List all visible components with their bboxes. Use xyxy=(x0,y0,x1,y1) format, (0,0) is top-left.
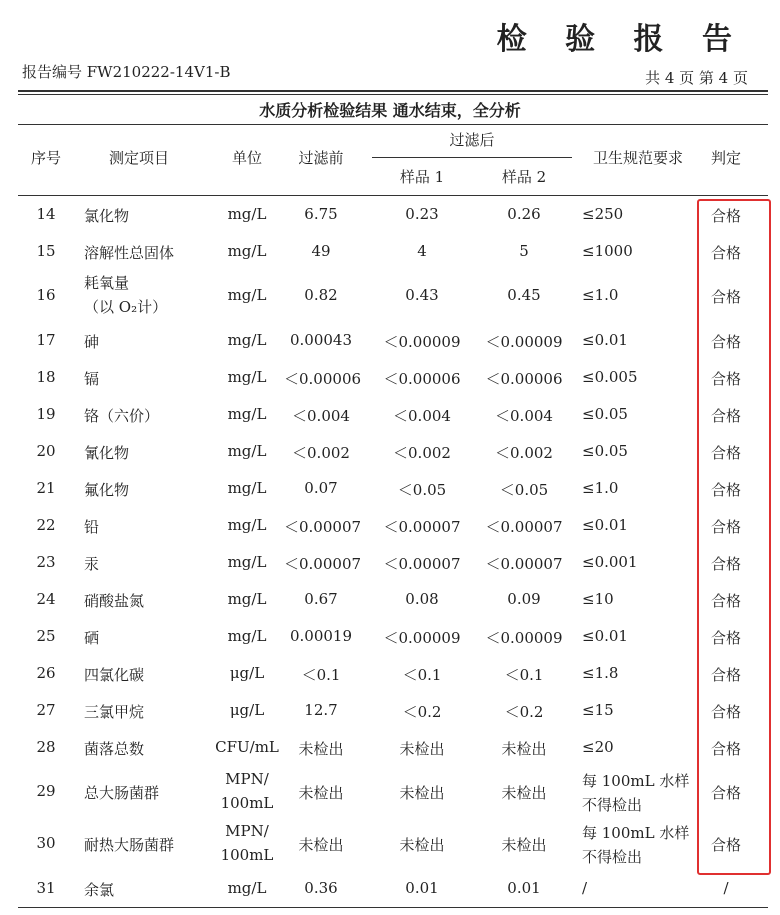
cell-sample2: ＜0.1 xyxy=(504,666,544,684)
header-pre: 过滤前 xyxy=(298,149,344,167)
cell-standard: 每 100mL 水样 xyxy=(582,824,690,842)
cell-seq: 18 xyxy=(36,368,56,386)
cell-item: 菌落总数 xyxy=(84,740,145,758)
cell-pre: ＜0.00007 xyxy=(284,518,362,536)
cell-sample1: 4 xyxy=(417,242,427,260)
cell-standard: ≤1.0 xyxy=(582,479,619,497)
cell-pre: 未检出 xyxy=(298,784,344,802)
cell-item: 总大肠菌群 xyxy=(84,784,160,802)
cell-sample2: 未检出 xyxy=(501,740,547,758)
header-subline xyxy=(372,157,572,158)
cell-pre: 0.36 xyxy=(304,879,338,897)
cell-result: 合格 xyxy=(710,784,741,802)
cell-seq: 27 xyxy=(36,701,56,719)
divider-thin xyxy=(18,94,768,95)
cell-sample1: ＜0.00006 xyxy=(383,370,461,388)
cell-sample1: ＜0.1 xyxy=(402,666,442,684)
cell-result: 合格 xyxy=(710,333,741,351)
divider-thick xyxy=(18,90,768,92)
cell-result: / xyxy=(723,879,729,897)
cell-unit: mg/L xyxy=(227,242,267,260)
cell-result: 合格 xyxy=(710,288,741,306)
cell-standard: ≤10 xyxy=(582,590,614,608)
cell-standard: ≤0.05 xyxy=(582,405,628,423)
cell-sample2: 0.26 xyxy=(507,205,541,223)
header-item: 测定项目 xyxy=(108,149,169,167)
cell-sample2: ＜0.002 xyxy=(495,444,553,462)
cell-unit: mg/L xyxy=(227,879,267,897)
cell-result: 合格 xyxy=(710,836,741,854)
cell-unit: mg/L xyxy=(227,442,267,460)
divider-header-top xyxy=(18,124,768,125)
cell-sample2: ＜0.00006 xyxy=(485,370,563,388)
cell-pre: 0.07 xyxy=(304,479,338,497)
cell-item: 氟化物 xyxy=(84,481,130,499)
cell-sample1: 未检出 xyxy=(399,740,445,758)
header-post: 过滤后 xyxy=(449,131,495,149)
cell-result: 合格 xyxy=(710,555,741,573)
cell-seq: 23 xyxy=(36,553,56,571)
report-number: 报告编号 FW210222-14V1-B xyxy=(22,63,231,81)
cell-sample2: ＜0.004 xyxy=(495,407,553,425)
cell-result: 合格 xyxy=(710,481,741,499)
cell-sample1: 0.08 xyxy=(405,590,439,608)
cell-result: 合格 xyxy=(710,592,741,610)
cell-seq: 19 xyxy=(36,405,56,423)
cell-seq: 31 xyxy=(36,879,56,897)
cell-unit: mg/L xyxy=(227,205,267,223)
cell-result: 合格 xyxy=(710,370,741,388)
cell-result: 合格 xyxy=(710,518,741,536)
cell-seq: 26 xyxy=(36,664,56,682)
cell-standard: ≤0.05 xyxy=(582,442,628,460)
cell-sample2: ＜0.00007 xyxy=(485,518,563,536)
cell-unit: mg/L xyxy=(227,331,267,349)
cell-seq: 28 xyxy=(36,738,56,756)
cell-sample2: ＜0.00007 xyxy=(485,555,563,573)
header-seq: 序号 xyxy=(30,149,61,167)
cell-seq: 24 xyxy=(36,590,56,608)
cell-standard: / xyxy=(582,879,588,897)
cell-seq: 20 xyxy=(36,442,56,460)
cell-unit: μg/L xyxy=(229,701,265,719)
cell-item: 耗氧量 xyxy=(84,274,130,292)
cell-pre: 0.00019 xyxy=(289,627,353,645)
cell-sample1: ＜0.002 xyxy=(393,444,451,462)
header-sample1: 样品 1 xyxy=(399,168,445,186)
header-result: 判定 xyxy=(710,149,741,167)
cell-result: 合格 xyxy=(710,407,741,425)
cell-seq: 14 xyxy=(36,205,56,223)
cell-item: 氰化物 xyxy=(84,444,130,462)
cell-standard: ≤0.01 xyxy=(582,331,628,349)
cell-unit-line2: 100mL xyxy=(220,794,274,812)
cell-seq: 30 xyxy=(36,834,56,852)
cell-sample1: ＜0.05 xyxy=(397,481,447,499)
cell-sample1: ＜0.00009 xyxy=(383,333,461,351)
cell-standard: ≤15 xyxy=(582,701,614,719)
cell-result: 合格 xyxy=(710,244,741,262)
cell-item: 汞 xyxy=(84,555,100,573)
cell-standard: ≤0.005 xyxy=(582,368,638,386)
cell-standard: ≤250 xyxy=(582,205,624,223)
cell-sample2: 0.45 xyxy=(507,286,541,304)
cell-pre: 0.00043 xyxy=(289,331,353,349)
cell-unit: MPN/ xyxy=(225,770,269,788)
divider-table-bottom xyxy=(18,907,768,908)
cell-unit: mg/L xyxy=(227,405,267,423)
cell-unit: mg/L xyxy=(227,368,267,386)
cell-sample2: 5 xyxy=(519,242,529,260)
cell-item: 砷 xyxy=(84,333,100,351)
cell-unit: mg/L xyxy=(227,286,267,304)
cell-pre: ＜0.00006 xyxy=(284,370,362,388)
cell-pre: 0.82 xyxy=(304,286,338,304)
cell-item: 铅 xyxy=(84,518,100,536)
cell-item: 铬（六价） xyxy=(84,407,160,425)
cell-unit: mg/L xyxy=(227,516,267,534)
cell-seq: 15 xyxy=(36,242,56,260)
header-unit: 单位 xyxy=(231,149,262,167)
cell-item: 余氯 xyxy=(84,881,115,899)
cell-unit: mg/L xyxy=(227,627,267,645)
cell-pre: ＜0.1 xyxy=(301,666,341,684)
cell-item: 镉 xyxy=(84,370,100,388)
cell-standard: ≤20 xyxy=(582,738,614,756)
cell-pre: 0.67 xyxy=(304,590,338,608)
cell-sample1: ＜0.00007 xyxy=(383,555,461,573)
cell-seq: 21 xyxy=(36,479,56,497)
cell-sample1: ＜0.2 xyxy=(402,703,442,721)
cell-seq: 16 xyxy=(36,286,56,304)
cell-standard: ≤0.01 xyxy=(582,627,628,645)
cell-unit: mg/L xyxy=(227,479,267,497)
cell-pre: 6.75 xyxy=(304,205,338,223)
cell-sample1: ＜0.00009 xyxy=(383,629,461,647)
cell-standard: ≤0.01 xyxy=(582,516,628,534)
page-info: 共 4 页 第 4 页 xyxy=(645,69,748,87)
cell-result: 合格 xyxy=(710,666,741,684)
cell-standard: ≤0.001 xyxy=(582,553,638,571)
cell-sample1: 0.43 xyxy=(405,286,439,304)
cell-pre: 49 xyxy=(311,242,331,260)
cell-result: 合格 xyxy=(710,207,741,225)
cell-sample2: ＜0.2 xyxy=(504,703,544,721)
table-title: 水质分析检验结果 通水结束，全分析 xyxy=(259,101,521,120)
cell-standard-line2: 不得检出 xyxy=(582,848,643,866)
cell-sample2: 0.01 xyxy=(507,879,541,897)
result-highlight-box xyxy=(697,199,771,875)
cell-pre: 未检出 xyxy=(298,836,344,854)
cell-unit: MPN/ xyxy=(225,822,269,840)
cell-pre: ＜0.00007 xyxy=(284,555,362,573)
cell-result: 合格 xyxy=(710,703,741,721)
cell-item-note: （以 O₂计） xyxy=(84,298,168,316)
cell-sample1: 未检出 xyxy=(399,836,445,854)
cell-sample2: ＜0.00009 xyxy=(485,629,563,647)
cell-unit-line2: 100mL xyxy=(220,846,274,864)
cell-unit: CFU/mL xyxy=(215,738,279,756)
cell-sample2: 0.09 xyxy=(507,590,541,608)
cell-pre: 未检出 xyxy=(298,740,344,758)
cell-sample2: ＜0.00009 xyxy=(485,333,563,351)
cell-seq: 25 xyxy=(36,627,56,645)
cell-item: 硒 xyxy=(84,629,100,647)
cell-sample2: ＜0.05 xyxy=(499,481,549,499)
cell-sample1: 0.01 xyxy=(405,879,439,897)
cell-standard: 每 100mL 水样 xyxy=(582,772,690,790)
cell-sample1: 未检出 xyxy=(399,784,445,802)
cell-seq: 22 xyxy=(36,516,56,534)
cell-item: 三氯甲烷 xyxy=(84,703,145,721)
cell-sample2: 未检出 xyxy=(501,784,547,802)
cell-standard: ≤1.8 xyxy=(582,664,619,682)
report-title: 检 验 报 告 xyxy=(496,22,746,57)
cell-pre: ＜0.004 xyxy=(292,407,350,425)
cell-seq: 17 xyxy=(36,331,56,349)
cell-sample2: 未检出 xyxy=(501,836,547,854)
cell-pre: ＜0.002 xyxy=(292,444,350,462)
cell-sample1: ＜0.004 xyxy=(393,407,451,425)
cell-result: 合格 xyxy=(710,629,741,647)
cell-unit: mg/L xyxy=(227,590,267,608)
header-standard: 卫生规范要求 xyxy=(592,149,683,167)
cell-item: 溶解性总固体 xyxy=(84,244,175,262)
cell-result: 合格 xyxy=(710,444,741,462)
cell-item: 耐热大肠菌群 xyxy=(84,836,175,854)
cell-sample1: 0.23 xyxy=(405,205,439,223)
cell-item: 四氯化碳 xyxy=(84,666,145,684)
cell-result: 合格 xyxy=(710,740,741,758)
cell-standard: ≤1.0 xyxy=(582,286,619,304)
cell-item: 氯化物 xyxy=(84,207,130,225)
cell-standard: ≤1000 xyxy=(582,242,633,260)
cell-pre: 12.7 xyxy=(304,701,338,719)
cell-item: 硝酸盐氮 xyxy=(84,592,145,610)
divider-header-bottom xyxy=(18,195,768,196)
cell-seq: 29 xyxy=(36,782,56,800)
cell-sample1: ＜0.00007 xyxy=(383,518,461,536)
cell-unit: μg/L xyxy=(229,664,265,682)
header-sample2: 样品 2 xyxy=(501,168,547,186)
cell-standard-line2: 不得检出 xyxy=(582,796,643,814)
cell-unit: mg/L xyxy=(227,553,267,571)
